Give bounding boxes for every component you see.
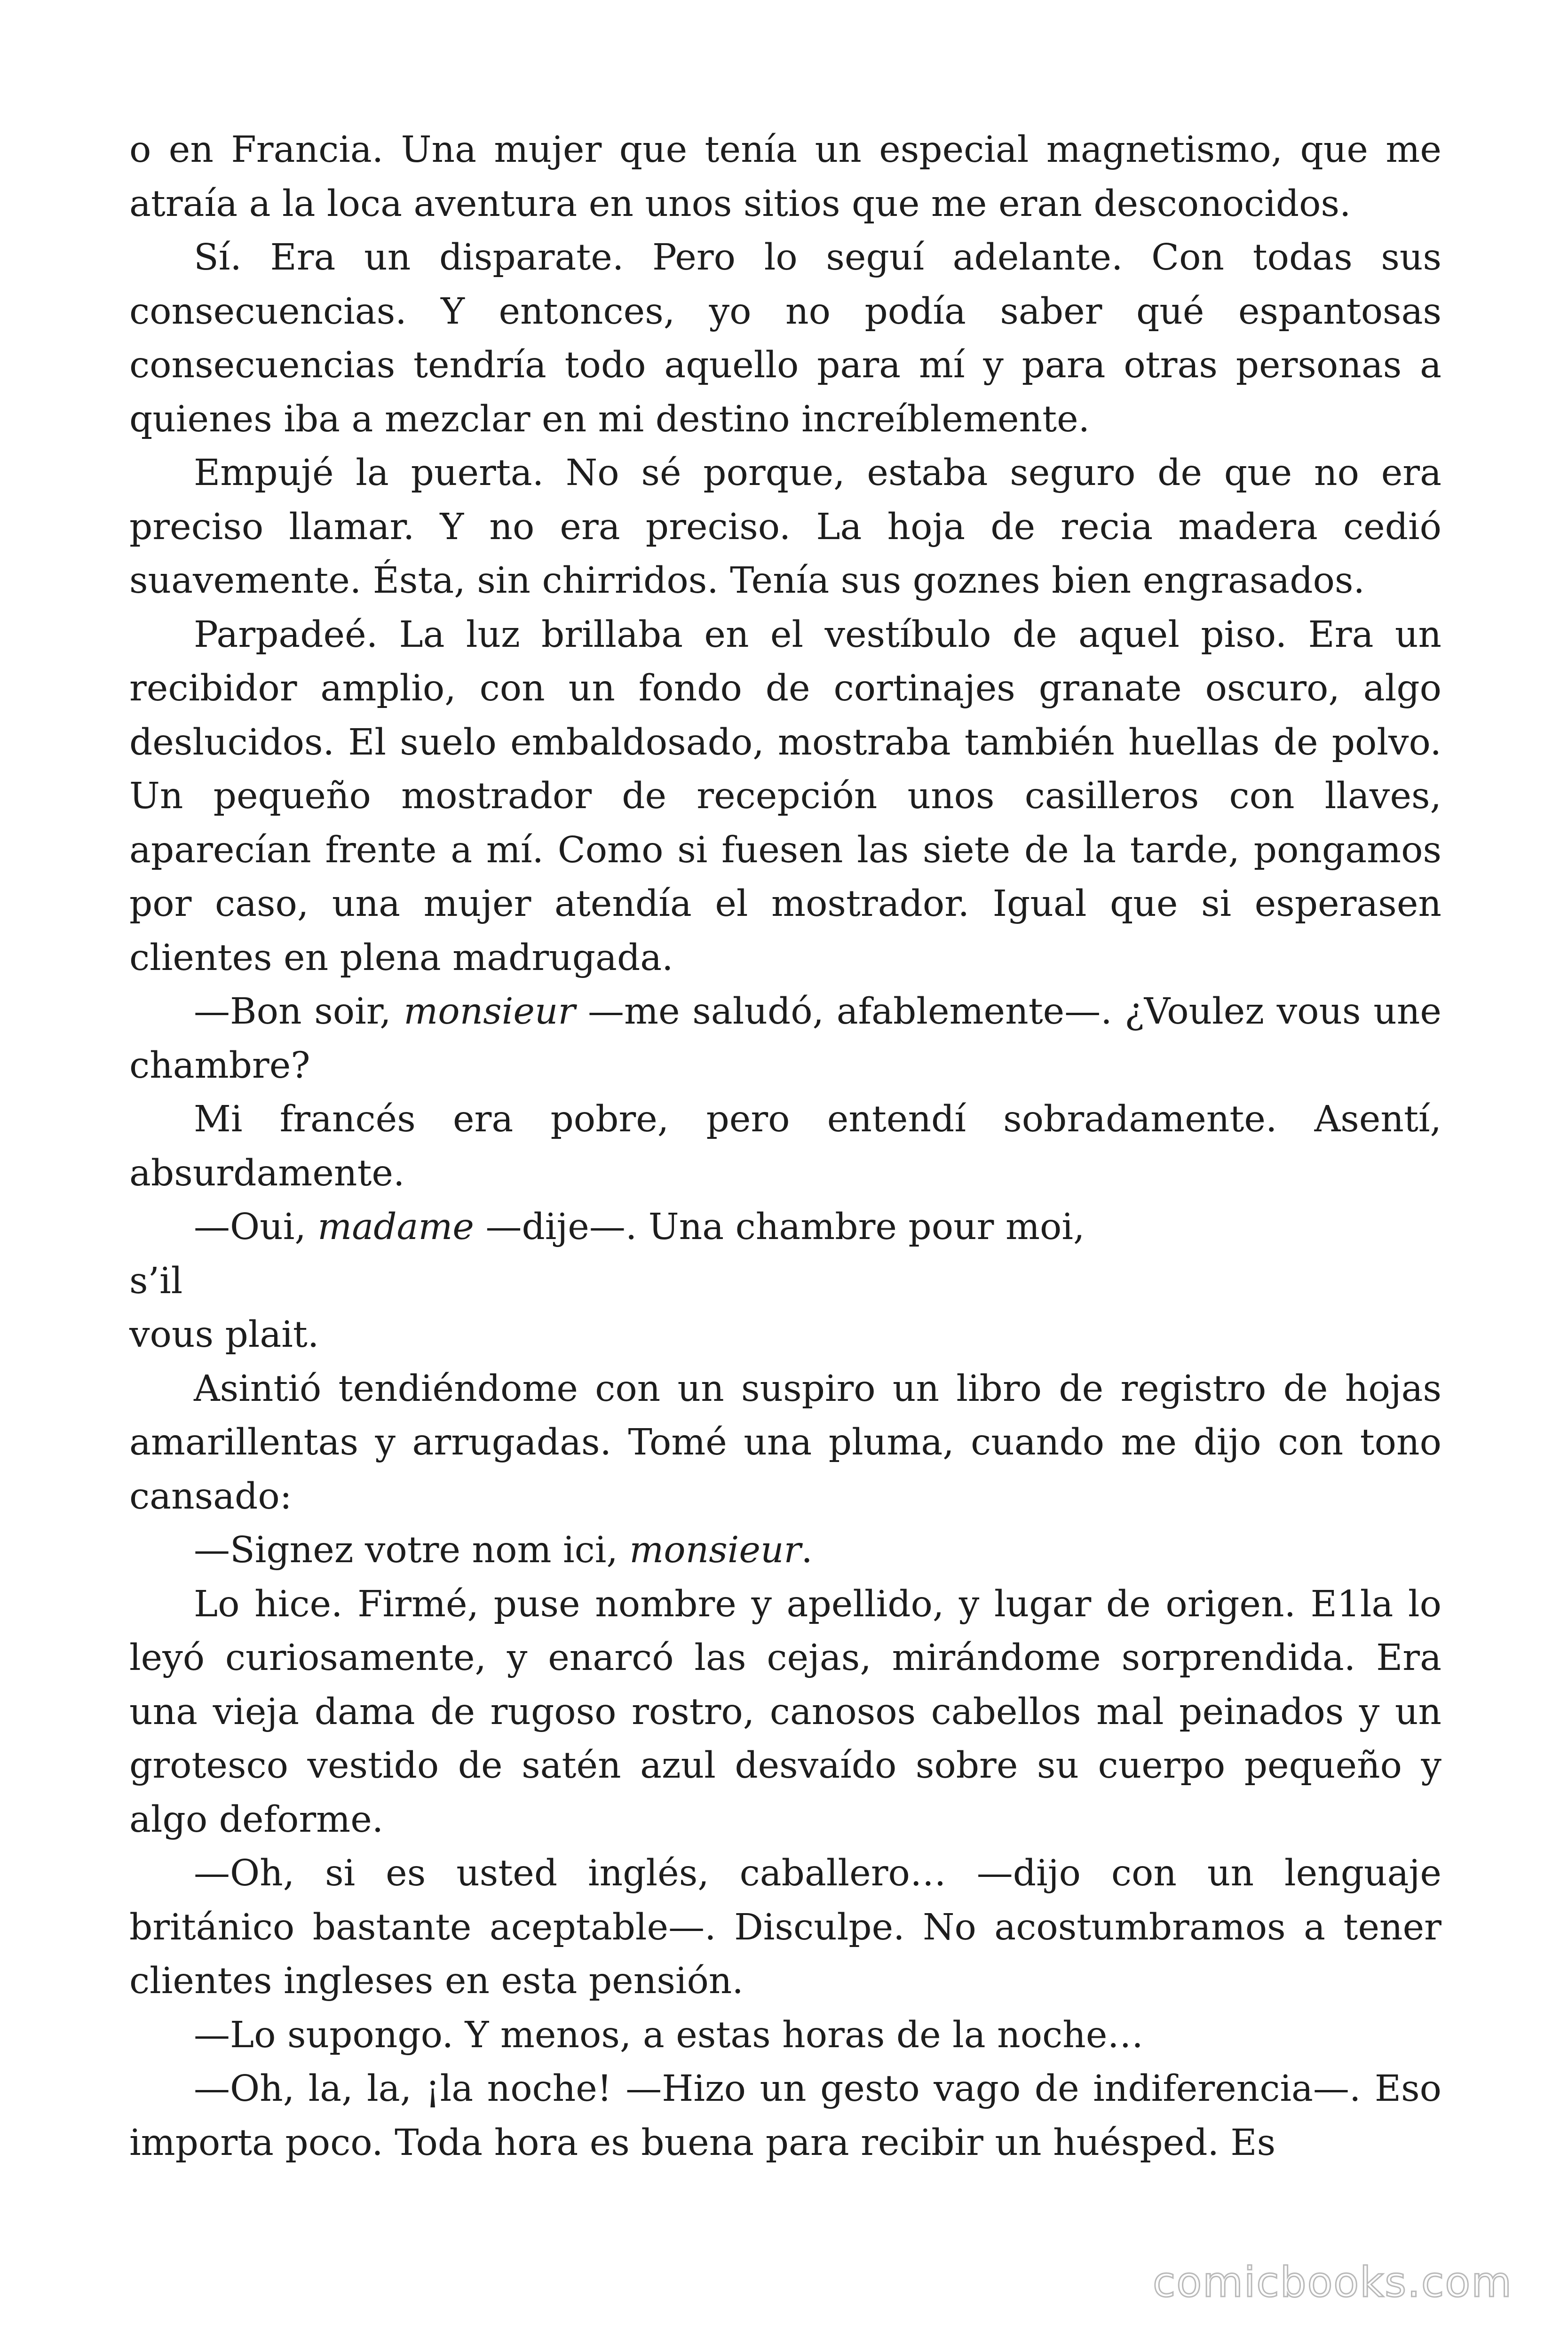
italic-text: monsieur — [629, 1529, 801, 1571]
paragraph — [129, 1093, 1441, 1200]
book-page — [129, 123, 1441, 2170]
text-run: —Lo supongo. Y menos, a estas horas de la noche… — [194, 2014, 1144, 2056]
text-run: Mi francés era pobre, pero entendí sobradamente. Asentí, absurdamente. — [129, 1098, 1441, 1194]
text-run: —Bon soir, — [194, 991, 404, 1033]
text-run: vous plait. — [129, 1314, 319, 1356]
text-run: . — [801, 1529, 813, 1571]
text-run: Sí. Era un disparate. Pero lo seguí adelante. Con todas sus consecuencias. Y entonces, yo no podía saber qué espantosas consecuencias tendría todo aquello para mí y para otras personas a quienes iba a mezclar en mi destino increíblemente. — [129, 237, 1441, 440]
text-run: —Oh, la, la, ¡la noche! —Hizo un gesto vago de indiferencia—. Eso importa poco. Toda hora es buena para recibir un huésped. Es — [129, 2068, 1441, 2164]
italic-text: monsieur — [404, 991, 576, 1033]
paragraph — [129, 2062, 1441, 2170]
text-run: Empujé la puerta. No sé porque, estaba seguro de que no era preciso llamar. Y no era preciso. La hoja de recia madera cedió suavemente. Ésta, sin chirridos. Tenía sus goznes bien engrasados. — [129, 452, 1441, 602]
watermark: comicbooks.com — [1152, 2258, 1513, 2306]
paragraph — [129, 1847, 1441, 2009]
text-run: Asintió tendiéndome con un suspiro un libro de registro de hojas amarillentas y arrugadas. Tomé una pluma, cuando me dijo con tono cansado: — [129, 1367, 1441, 1518]
text-run: Lo hice. Firmé, puse nombre y apellido, y lugar de origen. E1la lo leyó curiosamente, y enarcó las cejas, mirándome sorprendida. Era una vieja dama de rugoso rostro, canosos cabellos mal peinados y un grotesco vestido de satén azul desvaído sobre su cuerpo pequeño y algo deforme. — [129, 1583, 1441, 1841]
paragraph — [129, 608, 1441, 985]
paragraph — [129, 2009, 1441, 2063]
paragraph — [129, 446, 1441, 608]
paragraph — [129, 123, 1441, 231]
text-run: —dije—. Una chambre pour moi, — [474, 1206, 1085, 1248]
paragraph — [129, 1308, 1441, 1362]
paragraph — [129, 985, 1441, 1093]
paragraph — [129, 1255, 1441, 1309]
paragraph — [129, 231, 1441, 446]
text-run: —Oh, si es usted inglés, caballero… —dijo con un lenguaje británico bastante aceptable—. Disculpe. No acostumbramos a tener clientes ingleses en esta pensión. — [129, 1852, 1441, 2002]
paragraph — [129, 1200, 1441, 1255]
text-run: Parpadeé. La luz brillaba en el vestíbulo de aquel piso. Era un recibidor amplio, con un fondo de cortinajes granate oscuro, algo deslucidos. El suelo embaldosado, mostraba también huellas de polvo. Un pequeño mostrador de recepción unos casilleros con llaves, aparecían frente a mí. Como si fuesen las siete de la tarde, pongamos por caso, una mujer atendía el mostrador. Igual que si esperasen clientes en plena madrugada. — [129, 613, 1441, 979]
paragraph — [129, 1524, 1441, 1578]
text-run: —Oui, — [194, 1206, 318, 1248]
text-run: —me saludó, afablemente—. ¿Voulez vous une chambre? — [129, 991, 1441, 1087]
paragraph — [129, 1362, 1441, 1524]
paragraph — [129, 1578, 1441, 1847]
italic-text: madame — [317, 1206, 474, 1248]
text-run: s’il — [129, 1260, 183, 1302]
text-run: o en Francia. Una mujer que tenía un especial magnetismo, que me atraía a la loca aventura en unos sitios que me eran desconocidos. — [129, 129, 1441, 225]
text-run: —Signez votre nom ici, — [194, 1529, 630, 1571]
